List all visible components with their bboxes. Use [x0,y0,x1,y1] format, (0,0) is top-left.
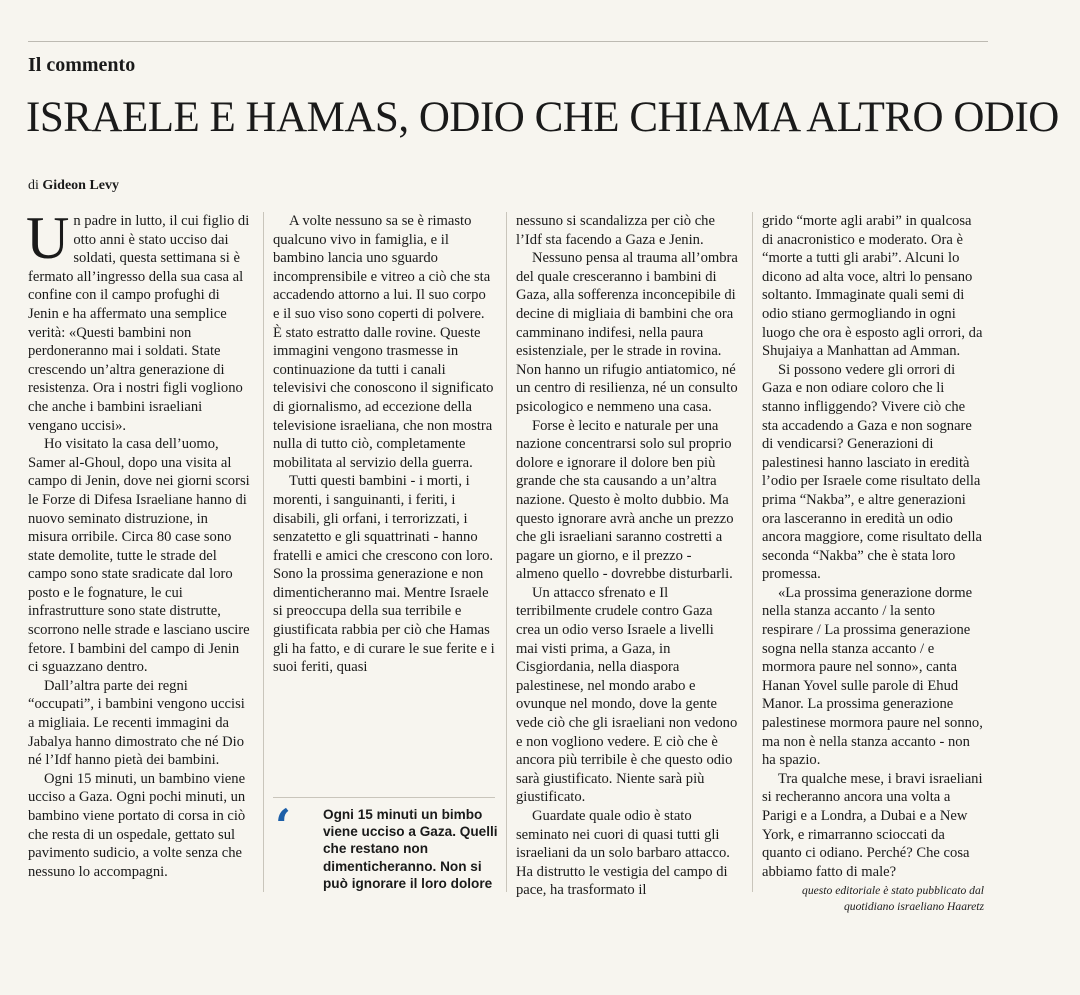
byline [28,178,119,194]
paragraph: Nessuno pensa al trauma all’ombra del quale cresceranno i bambini di Gaza, alla sofferenza inconcepibile di decine di migliaia di bambini che ora camminano indifesi, nella paura esistenziale, per le strade in rovina. Non hanno un rifugio antiatomico, né un centro di resilienza, né un consulto psicologico e nemmeno una casa. [516,250,738,415]
byline-prefix: di [28,178,39,193]
paragraph: Dall’altra parte dei regni “occupati”, i bambini vengono uccisi a migliaia. Le recenti immagini da Jabalya hanno dimostrato che né Dio né l’Idf hanno pietà dei bambini. [28,677,245,769]
article-column-2 [273,212,495,677]
top-rule [28,41,988,42]
paragraph-text: n padre in lutto, il cui figlio di otto anni è stato ucciso dai soldati, questa settimana si è fermato all’ingresso della sua casa al confine con il campo profughi di Jenin e ha affermato una semplice verità: «Questi bambini non perdoneranno mai i soldati. State crescendo un’altra generazione di resistenza. Ora i nostri figli vogliono che anche i bambini israeliani vengano uccisi». [28,213,250,434]
paragraph: Ho visitato la casa dell’uomo, Samer al-Ghoul, dopo una visita al campo di Jenin, dove nei giorni scorsi le Forze di Difesa Israeliane hanno di nuovo seminato distruzione, in misura orribile. Circa 80 case sono state demolite, tutte le strade del campo sono state sradicate dal loro posto e le fognature, le cui infrastrutture sono state distrutte, scorrono nelle strade e lasciano uscire fetore. I bambini del campo di Jenin ci sguazzano dentro. [28,436,250,676]
paragraph: Ogni 15 minuti, un bambino viene ucciso a Gaza. Ogni pochi minuti, un bambino viene portato di corsa in ciò che resta di un ospedale, gettato sul pavimento sudicio, a volte senza che nessuno lo accompagni. [28,770,246,880]
paragraph: grido “morte agli arabi” in qualcosa di anacronistico e moderato. Ora è “morte a tutti gli arabi”. Alcuni lo dicono ad alta voce, altri lo pensano soltanto. Immaginate quali semi di odio stiano germogliando in ogni luogo che ora è esposto agli orrori, da Shujaiya a Manhattan ad Amman. [762,213,983,360]
paragraph [26,205,250,435]
column-divider [263,212,264,892]
paragraph: Forse è lecito e naturale per una nazione concentrarsi solo sul proprio dolore e ignorare il dolore ben più grande che sta causando a un’altra nazione. Questo è molto dubbio. Ma questo ignorare avrà anche un prezzo che gli israeliani saranno costretti a pagare un giorno, e il prezzo - almeno quello - dovrebbe disturbarli. [516,417,734,583]
paragraph: Tutti questi bambini - i morti, i morenti, i sanguinanti, i feriti, i disabili, gli orfani, i terrorizzati, i senzatetto e gli squattrinati - hanno fratelli e amici che crescono con loro. Sono la prossima generazione e non dimenticheranno mai. Mentre Israele si preoccupa della sua terribile e giustificata rabbia per ciò che Hamas gli ha fatto, e di curare le sue ferite e i suoi feriti, quasi [273,473,495,676]
paragraph: Guardate quale odio è stato seminato nei cuori di quasi tutti gli israeliani da un solo barbaro attacco. Ha distrutto le vestigia del campo di pace, ha trasformato il [516,808,730,899]
section-label: Il commento [28,54,136,76]
article-column-3 [516,212,738,900]
pullquote: Ogni 15 minuti un bimbo viene ucciso a Gaza. Quelli che restano non dimenticheranno. Non si può ignorare il loro dolore [323,807,498,891]
author-name: Gideon Levy [42,178,120,193]
paragraph: Si possono vedere gli orrori di Gaza e non odiare coloro che li stanno infliggendo? Vivere ciò che sta accadendo a Gaza e non sognare di vendicarsi? Generazioni di palestinesi hanno lasciato in eredità l’odio per Israele come risultato della prima “Nakba”, e altre generazioni ora lasceranno in eredità un odio ancora maggiore, come risultato della seconda “Nakba” che è stata loro promessa. [762,361,983,583]
source-note: questo editoriale è stato pubblicato dal quotidiano israeliano Haaretz [802,884,984,914]
pullquote-rule [273,797,495,798]
paragraph: «La prossima generazione dorme nella stanza accanto / la sento respirare / La prossima generazione sogna nella stanza accanto / e mormora paure nel sonno», canta Hanan Yovel sulle parole di Ehud Manor. La prossima generazione palestinese mormora paure nel sonno, ma non è nella stanza accanto - non ha spazio. [762,584,983,769]
paragraph: A volte nessuno sa se è rimasto qualcuno vivo in famiglia, e il bambino lancia uno sguardo incomprensibile e vitreo a ciò che sta accadendo attorno a lui. Il suo corpo e il suo viso sono coperti di polvere. È stato estratto dalle rovine. Queste immagini vengono trasmesse in continuazione da tutti i canali televisivi che conoscono il significato di giornalismo, ad eccezione della televisione israeliana, che non mostra nulla di tutto ciò, completamente mobilitata al servizio della guerra. [273,213,494,471]
drop-cap: U [26,205,70,271]
article-column-4 [762,212,984,915]
quote-mark-icon: ‘ [275,799,292,853]
paragraph: Tra qualche mese, i bravi israeliani si recheranno ancora una volta a Parigi e a Londra, a Dubai e a New York, e rimarranno scioccati da quanto ci odiano. Perché? Che cosa abbiamo fatto di male? [762,770,983,880]
column-divider [506,212,507,892]
column-divider [752,212,753,892]
article-column-1 [26,205,250,881]
paragraph: Un attacco sfrenato e Il terribilmente crudele contro Gaza crea un odio verso Israele a livelli mai visti prima, a Gaza, in Cisgiordania, nella diaspora palestinese, nel mondo arabo e ovunque nel mondo, dove la gente vede ciò che gli israeliani non vedono e non vogliono vedere. E ciò che è ancora più terribile è che questo odio sarà giustificato. Niente sarà più giustificato. [516,584,738,806]
paragraph: nessuno si scandalizza per ciò che l’Idf sta facendo a Gaza e Jenin. [516,213,715,248]
headline: ISRAELE E HAMAS, ODIO CHE CHIAMA ALTRO ODIO [26,94,1059,141]
